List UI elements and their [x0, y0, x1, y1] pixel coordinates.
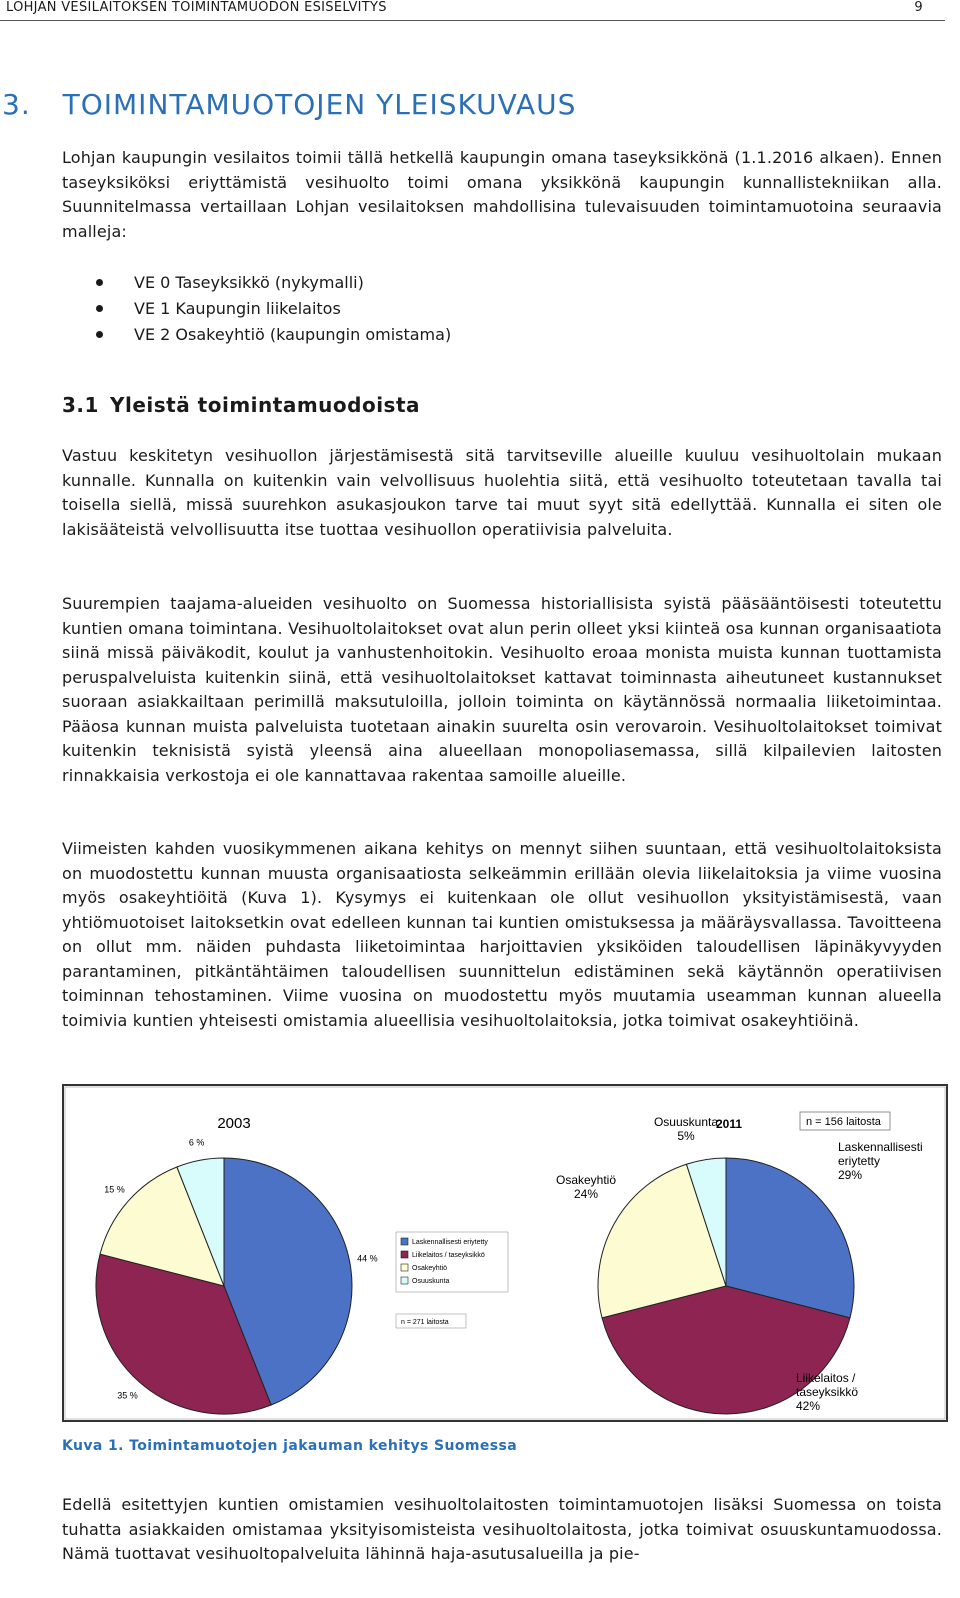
legend-entry: Osuuskunta [412, 1278, 450, 1285]
chart-title: 2003 [217, 1115, 251, 1132]
model-list [96, 270, 451, 348]
figure-caption: Kuva 1. Toimintamuotojen jakauman kehitys Suomessa [62, 1438, 518, 1454]
page-number: 9 [914, 0, 923, 15]
subsection-number: 3.1 [62, 393, 99, 417]
slice-label: Osakeyhtiö [555, 1173, 617, 1187]
slice-label: taseyksikkö [796, 1385, 859, 1399]
subsection-heading [62, 393, 420, 417]
legend-entry: Laskennallisesti eriytetty [412, 1239, 488, 1246]
chart-legend [396, 1232, 508, 1292]
bullet-icon [96, 331, 103, 338]
list-item: VE 0 Taseyksikkö (nykymalli) [96, 270, 451, 296]
body-paragraph: Suurempien taajama-alueiden vesihuolto on Suomessa historiallisista syistä pääsääntöisesti toteutettu kuntien omana toimintana. Vesihuoltolaitokset ovat alun perin olleet yksi kiinteä osa kunnan organisaatiota siinä missä päiväkodit, koulut ja vanhustenhoitokin. Vesihuolto eroaa monista muista kunnan tuottamista peruspalveluista kuitenkin siinä, että vesihuoltolaitokset kattavat toiminnasta aiheutuneet kustannukset suoraan asiakkailtaan perimillä maksutuloilla, jolloin toiminta on käytännössä normaalia liiketoimintaa. Pääosa kunnan muista palveluista tuotetaan ainakin suurelta osin verovaroin. Vesihuoltolaitokset toimivat kuitenkin teknisistä syistä yleensä aina alueellaan monopoliasemassa, sillä kilpailevien laitosten rinnakkaisia verkostoja ei ole kannattavaa rakentaa samoille alueille. [62, 594, 942, 785]
slice-label: 42% [796, 1399, 821, 1413]
subsection-title: Yleistä toimintamuodoista [110, 393, 421, 417]
section-heading [2, 88, 576, 121]
intro-paragraph: Lohjan kaupungin vesilaitos toimii tällä hetkellä kaupungin omana taseyksikkönä (1.1.2016 alkaen). Ennen taseyksiköksi eriyttämistä vesihuolto toimi omana yksikkönä kaupungin kunnallistekniikan alla. Suunnitelmassa vertaillaan Lohjan vesilaitoksen mahdollisina tulevaisuuden toimintamuotoina seuraavia malleja: [62, 148, 942, 241]
body-paragraph: Edellä esitettyjen kuntien omistamien vesihuoltolaitosten toimintamuotojen lisäksi Suomessa on toista tuhatta asiakkaiden omistamaa yksityisomisteista vesihuoltolaitosta, jotka toimivat osuuskuntamuodossa. Nämä tuottavat vesihuoltopalveluita lähinnä haja-asutusalueilla ja pie- [62, 1495, 942, 1563]
figure-pie-charts [62, 1084, 948, 1422]
section-number: 3. [2, 88, 31, 121]
chart-note: n = 271 laitosta [401, 1319, 449, 1326]
slice-label: Osuuskunta [653, 1115, 719, 1129]
data-label: 15 % [104, 1184, 125, 1195]
pie-charts-svg [64, 1086, 946, 1420]
slice-label: Laskennallisesti [838, 1140, 923, 1154]
bullet-icon [96, 305, 103, 312]
section-title: TOIMINTAMUOTOJEN YLEISKUVAUS [62, 88, 577, 121]
data-label: 44 % [357, 1253, 378, 1264]
bullet-icon [96, 279, 103, 286]
legend-swatch [401, 1277, 408, 1284]
legend-entry: Liikelaitos / taseyksikkö [412, 1252, 485, 1259]
header-title: LOHJAN VESILAITOKSEN TOIMINTAMUODON ESISELVITYS [6, 0, 387, 15]
legend-swatch [401, 1251, 408, 1258]
body-paragraph: Viimeisten kahden vuosikymmenen aikana kehitys on mennyt siihen suuntaan, että vesihuoltolaitoksista on muodostettu kunnan muusta organisaatiosta selkeämmin erillään olevia liikelaitoksia ja viime vuosina myös osakeyhtiöitä (Kuva 1). Kysymys ei kuitenkaan ole ollut vesihuollon yksityistämisestä, vaan yhtiömuotoiset laitoksetkin ovat edelleen kunnan tai kuntien omistuksessa ja määräysvallassa. Tavoitteena on ollut mm. näiden puhdasta liiketoimintaa harjoittavien yksiköiden taloudellisen läpinäkyvyyden parantaminen, pitkäntähtäimen taloudellisen suunnittelun edistäminen sekä käytännön operatiivisen toiminnan tehostaminen. Viime vuosina on muodostettu myös muutamia useamman kunnan alueella toimivia kuntien yhteisesti omistamia alueellisia vesihuoltolaitoksia, jotka toimivat osakeyhtiöinä. [62, 839, 942, 1030]
slice-label: eriytetty [838, 1154, 881, 1168]
legend-swatch [401, 1238, 408, 1245]
chart-title: 2011 [715, 1117, 743, 1131]
data-label: 35 % [117, 1390, 138, 1401]
slice-label: Liikelaitos / [796, 1371, 856, 1385]
list-item: VE 2 Osakeyhtiö (kaupungin omistama) [96, 322, 451, 348]
body-paragraph: Vastuu keskitetyn vesihuollon järjestämisestä sitä tarvitseville alueille kuuluu vesihuoltolain mukaan kunnalle. Kunnalla on kuitenkin vain velvollisuus huolehtia siitä, että vesihuolto toteutetaan tavalla tai toisella siellä, missä suurehkon asukasjoukon tarve tai muut syyt sitä edellyttää. Kunnalla ei siten ole lakisääteistä velvollisuutta itse tuottaa vesihuollon operatiivisia palveluita. [62, 446, 942, 539]
slice-label: 24% [573, 1187, 599, 1201]
slice-label: 5% [677, 1129, 695, 1143]
list-item: VE 1 Kaupungin liikelaitos [96, 296, 451, 322]
chart-note: n = 156 laitosta [806, 1116, 881, 1128]
legend-entry: Osakeyhtiö [412, 1265, 448, 1272]
data-label: 6 % [188, 1137, 205, 1148]
running-header [0, 0, 945, 21]
slice-label: 29% [838, 1168, 863, 1182]
legend-swatch [401, 1264, 408, 1271]
